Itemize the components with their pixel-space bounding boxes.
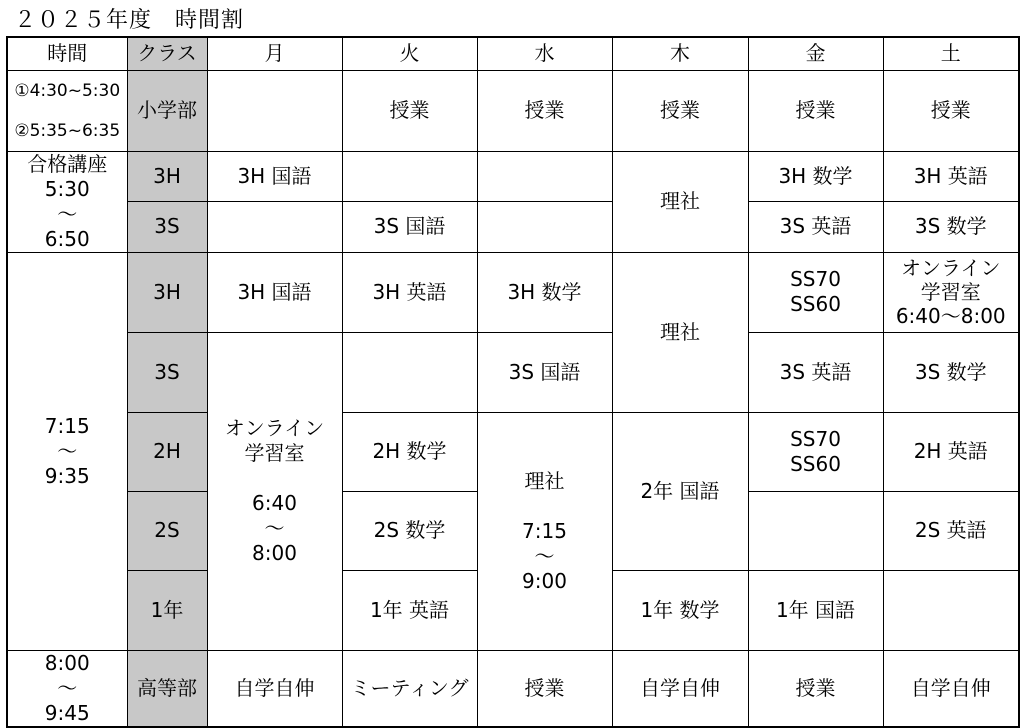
cell-elementary-wed: 授業 [477,70,612,151]
header-day-wed: 水 [477,37,612,70]
cell-evening-1-fri: 1年 国語 [748,570,883,650]
cell-evening-3s-sat: 3S 数学 [883,332,1019,412]
header-time: 時間 [7,37,127,70]
cell-elementary-thu: 授業 [612,70,748,151]
time-slot-evening-text: 7:15 ～ 9:35 [44,413,90,488]
row-elementary [7,70,1019,151]
cell-evening-2h-sat: 2H 英語 [883,412,1019,491]
cell-elementary-tue: 授業 [342,70,477,151]
cell-evening-2s-fri [748,491,883,570]
header-day-sat: 土 [883,37,1019,70]
timetable [6,36,1020,728]
class-evening-2s: 2S [127,491,207,570]
class-evening-3s: 3S [127,332,207,412]
cell-pass-3h-fri: 3H 数学 [748,151,883,202]
cell-high-school-thu: 自学自伸 [612,650,748,727]
cell-evening-3s-fri: 3S 英語 [748,332,883,412]
cell-pass-3h-mon: 3H 国語 [207,151,342,202]
cell-evening-mon-online-text: オンライン 学習室 6:40 ～ 8:00 [224,416,325,565]
header-class: クラス [127,37,207,70]
cell-evening-1-tue: 1年 英語 [342,570,477,650]
header-day-mon: 月 [207,37,342,70]
cell-evening-wed-rs-text: 理社 7:15 ～ 9:00 [522,468,567,593]
cell-evening-2s-tue: 2S 数学 [342,491,477,570]
cell-evening-3h-fri-text: SS70 SS60 [790,267,841,316]
cell-evening-3h-sat-text: オンライン 学習室 6:40～8:00 [895,256,1006,328]
time-slot-pass-course-text: 合格講座 5:30 ～ 6:50 [27,151,108,251]
cell-high-school-sat: 自学自伸 [883,650,1019,727]
cell-high-school-fri: 授業 [748,650,883,727]
cell-pass-thu: 理社 [612,151,748,252]
row-high-school [7,650,1019,727]
cell-pass-3h-tue [342,151,477,202]
cell-evening-2h-fri-text: SS70 SS60 [790,426,841,476]
time-slot-evening [7,252,127,650]
cell-evening-3h-wed: 3H 数学 [477,252,612,332]
cell-evening-wed-rs [477,412,612,650]
class-evening-3h: 3H [127,252,207,332]
cell-evening-thu-rs: 理社 [612,252,748,412]
cell-elementary-mon [207,70,342,151]
row-pass-3h [7,151,1019,202]
cell-pass-3s-wed [477,202,612,253]
time-slot-high-school-text: 8:00 ～ 9:45 [44,650,90,725]
header-day-tue: 火 [342,37,477,70]
cell-evening-1-thu: 1年 数学 [612,570,748,650]
row-pass-3s [7,202,1019,253]
cell-pass-3h-wed [477,151,612,202]
header-day-thu: 木 [612,37,748,70]
time-slot-elementary-2: ②5:35~6:35 [14,120,121,141]
cell-high-school-mon: 自学自伸 [207,650,342,727]
cell-pass-3s-tue: 3S 国語 [342,202,477,253]
cell-evening-2h-tue: 2H 数学 [342,412,477,491]
cell-evening-2s-sat: 2S 英語 [883,491,1019,570]
cell-evening-2h-fri [748,412,883,491]
cell-elementary-fri: 授業 [748,70,883,151]
time-slot-pass-course [7,151,127,252]
class-evening-2h: 2H [127,412,207,491]
cell-evening-3s-wed: 3S 国語 [477,332,612,412]
cell-pass-3s-sat: 3S 数学 [883,202,1019,253]
cell-evening-3h-tue: 3H 英語 [342,252,477,332]
cell-evening-1-sat [883,570,1019,650]
time-slot-high-school [7,650,127,727]
cell-elementary-sat: 授業 [883,70,1019,151]
row-evening-3s [7,332,1019,412]
page-title: ２０２５年度 時間割 [14,8,245,33]
row-evening-2h [7,412,1019,491]
cell-evening-3h-fri [748,252,883,332]
class-pass-3s: 3S [127,202,207,253]
cell-pass-3s-mon [207,202,342,253]
cell-evening-3s-tue [342,332,477,412]
cell-evening-thu-2nen: 2年 国語 [612,412,748,570]
cell-evening-3h-mon: 3H 国語 [207,252,342,332]
cell-pass-3h-sat: 3H 英語 [883,151,1019,202]
cell-high-school-wed: 授業 [477,650,612,727]
header-row [7,37,1019,70]
time-slot-elementary [7,70,127,151]
cell-pass-3s-fri: 3S 英語 [748,202,883,253]
class-high-school: 高等部 [127,650,207,727]
cell-high-school-tue: ミーティング [342,650,477,727]
cell-evening-mon-online [207,332,342,650]
header-day-fri: 金 [748,37,883,70]
class-pass-3h: 3H [127,151,207,202]
row-evening-3h [7,252,1019,332]
time-slot-elementary-1: ①4:30~5:30 [14,80,121,101]
cell-evening-3h-sat [883,252,1019,332]
class-elementary: 小学部 [127,70,207,151]
class-evening-1: 1年 [127,570,207,650]
